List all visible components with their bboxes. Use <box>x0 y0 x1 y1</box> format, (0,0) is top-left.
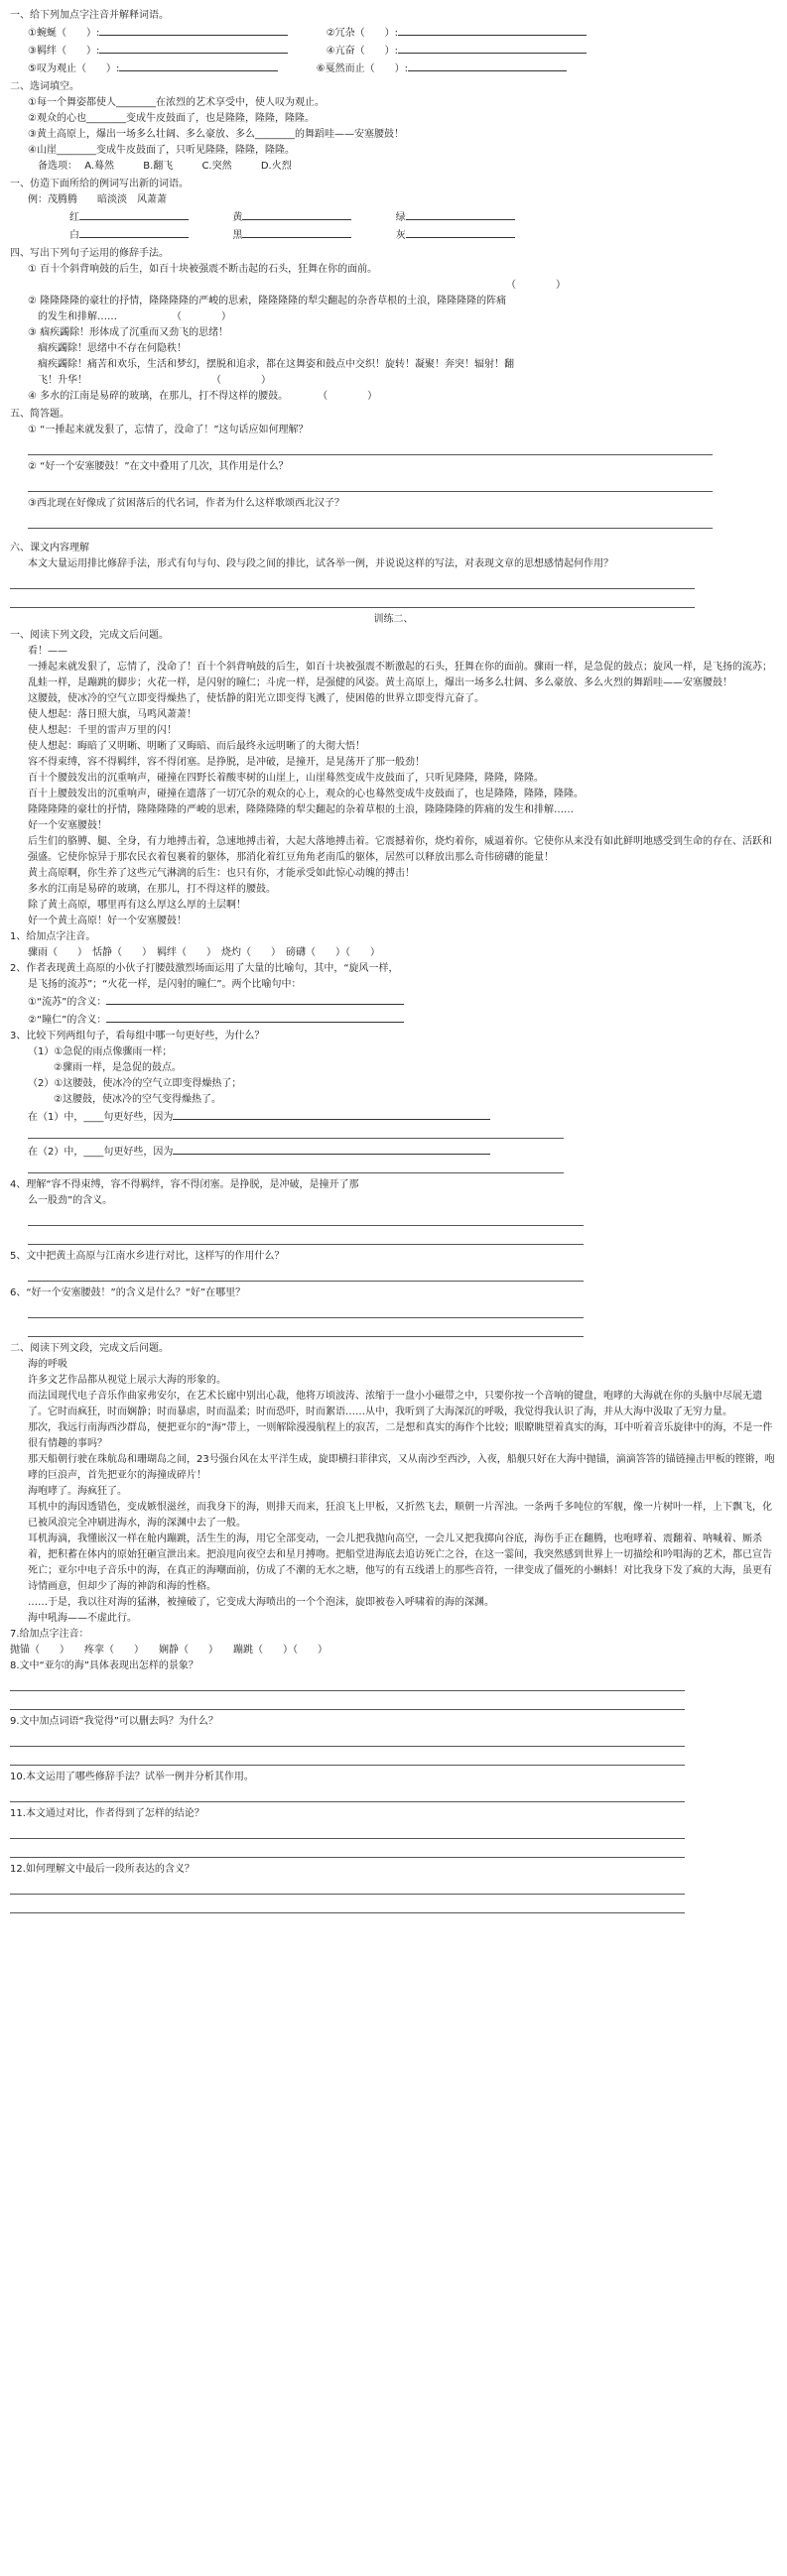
answer-blank[interactable] <box>406 226 515 238</box>
passage-para: 好一个黄土高原！好一个安塞腰鼓！ <box>28 916 187 926</box>
passage-para: 百十个腰鼓发出的沉重响声，碰撞在四野长着酸枣树的山崖上，山崖蓦然变成牛皮鼓面了，只听见隆隆，隆隆，隆隆。 <box>28 773 544 784</box>
section-3-title: 一、仿造下面所给的例词写出新的词语。 <box>10 179 189 189</box>
answer-line[interactable] <box>10 1880 685 1895</box>
passage-heading: 海的呼吸 <box>28 1359 67 1370</box>
question-text: ③黄土高原上，爆出一场多么壮阔、多么豪放、多么________的舞蹈哇——安塞腰鼓！ <box>28 129 404 140</box>
option-d: D.火烈 <box>260 161 292 172</box>
sub-question: ②骤雨一样，是急促的鼓点。 <box>54 1062 182 1073</box>
passage-para: 多水的江南是易碎的玻璃，在那儿，打不得这样的腰鼓。 <box>28 884 276 895</box>
vocab-item: ④亢奋（ ）: <box>326 46 399 57</box>
sub-question: 在（2）中，____句更好些，因为 <box>28 1147 174 1158</box>
answer-line[interactable] <box>10 1695 685 1710</box>
question-text: 1、给加点字注音。 <box>10 931 96 942</box>
question-text: ① “一捶起来就发狠了，忘情了，没命了！”这句话应如何理解？ <box>28 425 309 435</box>
vocab-item: ③羁绊（ ）: <box>28 46 100 57</box>
section-6-title: 六、课文内容理解 <box>10 543 89 553</box>
option-b: B.翻飞 <box>143 161 174 172</box>
question-text: 12.如何理解文中最后一段所表达的含义？ <box>10 1864 195 1875</box>
answer-paren[interactable]: （ ） <box>506 280 566 291</box>
sub-question: ①“流苏”的含义： <box>28 997 107 1008</box>
section-2-title: 二、选词填空。 <box>10 81 79 92</box>
answer-blank[interactable] <box>406 208 515 220</box>
sub-question: （1）①急促的雨点像骤雨一样； <box>28 1046 173 1057</box>
question-text: 11.本文通过对比，作者得到了怎样的结论？ <box>10 1808 204 1819</box>
answer-line[interactable] <box>10 1843 685 1858</box>
passage-para: 那天船朝行驶在珠航岛和珊瑚岛之间，23号强台风在太平洋生成，旋即横扫菲律宾，又从南沙至西沙，入夜，船舰只好在大海中抛锚，滴滴答答的锚链撞击甲板的铿锵，咆哮的巨浪声，首先把亚尔的海撞成碎片！ <box>28 1454 775 1481</box>
question-text: ② 隆隆隆隆的豪壮的抒情，隆隆隆隆的严峻的思索，隆隆隆隆的犁尖翻起的杂沓草根的土浪，隆隆隆隆的阵痛 <box>28 296 507 307</box>
passage-para: 那次，我远行南海西沙群岛，便把亚尔的“海”带上，一则解除漫漫航程上的寂苦，二是想和真实的海作个比较；眼瞭眺望着真实的海，耳中听着音乐旋律中的海，不是一件很有情趣的事吗？ <box>28 1422 773 1449</box>
word-prompt: 黄 <box>232 212 243 223</box>
passage-para: 一捶起来就发狠了，忘情了，没命了！百十个斜背响鼓的后生，如百十块被强震不断激起的石头，狂舞在你的面前。骤雨一样，是急促的鼓点；旋风一样，是飞扬的流苏；乱蛙一样，是蹦跳的脚步；火花一样，是闪射的瞳仁；斗虎一样，是强健的风姿。黄土高原上，爆出一场多么壮阔、多么豪放、多么火烈的舞蹈哇——安塞腰鼓！ <box>28 662 772 688</box>
word-row <box>10 226 777 244</box>
question-text: 的发生和排解…… （ ） <box>38 311 231 322</box>
vocab-row <box>10 42 777 60</box>
vocab-item: ⑤叹为观止（ ）: <box>28 63 120 74</box>
question-text: 7.给加点字注音： <box>10 1629 89 1640</box>
answer-line[interactable] <box>28 1322 584 1337</box>
answer-blank[interactable] <box>173 1108 490 1120</box>
question-text: 痼疾蠲除！痛苦和欢乐，生活和梦幻，摆脱和追求，都在这舞姿和鼓点中交织！旋转！凝聚！奔突！辐射！翻 <box>38 359 514 370</box>
answer-blank[interactable] <box>408 60 567 71</box>
answer-line[interactable] <box>28 1211 584 1226</box>
answer-line[interactable] <box>10 1824 685 1839</box>
answer-line[interactable] <box>28 1128 564 1139</box>
answer-blank[interactable] <box>106 1011 404 1023</box>
passage-para: 后生们的胳膊、腿、全身，有力地搏击着，急速地搏击着，大起大落地搏击着。它震撼着你，烧灼着你，威逼着你。它使你从来没有如此鲜明地感受到生命的存在、活跃和强盛。它使你惊异于那农民衣着包裹着的躯体，那消化着红豆角角老南瓜的躯体，居然可以释放出那么奇伟磅礴的能量！ <box>28 836 772 863</box>
section-5-title: 五、简答题。 <box>10 409 69 420</box>
answer-line[interactable] <box>10 593 695 608</box>
answer-blank[interactable] <box>398 24 587 36</box>
question-text: 是飞扬的流苏”；“火花一样，是闪射的瞳仁”。两个比喻句中： <box>28 979 302 990</box>
question-text: ① 百十个斜背响鼓的后生，如百十块被强震不断击起的石头，狂舞在你的面前。 <box>28 264 378 275</box>
sub-question: 在（1）中，____句更好些，因为 <box>28 1112 174 1123</box>
word-prompt: 红 <box>69 212 79 223</box>
answer-blank[interactable] <box>106 993 404 1005</box>
answer-line[interactable] <box>28 440 713 455</box>
option-c: C.突然 <box>201 161 232 172</box>
passage-para: 耳机中的海因透错色，变成嫉恨滋丝，而我身下的海，则排天而来，狂浪飞上甲板，又折然飞去，顺朝一片浑浊。一条两千多吨位的军舰，像一片树叶一样，上下飘飞，化已被风浪完全冲刷进海水，海的深渊中去了一般。 <box>28 1502 772 1529</box>
passage-para: 耳机海滴，我懂嵌汉一样在舱内蹦跳，活生生的海，用它全部变动，一会儿把我抛向高空，一会儿又把我掷向谷底，海伤手正在翻腾，也咆哮着、震翻着、呐喊着、厮杀着，把积蓄在体内的原始狂砸宣泄出来。把浪甩向夜空去和星月搏吻。把船堂进海底去追访死亡之谷，在这一霎间，我突然感到世界上一切描绘和吟唱海的艺术，都已宣告死亡；亚尔中电子音乐中的海，在真正的海嘲面前，仿成了不潮的无水之塘，他写的有五线谱上的那些音符，一律变成了僵死的小蝌蚪！对比我身下发了疯的大海，虽更有诗情画意，但却少了海的神韵和海的性格。 <box>28 1533 772 1592</box>
question-text: 本文大量运用排比修辞手法，形式有句与句、段与段之间的排比，试各举一例，并说说这样的写法，对表现文章的思想感情起何作用？ <box>28 558 613 569</box>
passage-para: 而法国现代电子音乐作曲家弗安尔，在艺术长廊中别出心裁，他将万顷波涛、浓缩于一盘小小磁带之中，只要你按一个音响的键盘，咆哮的大海就在你的头脑中尽展无遗了。它时而疯狂，时而娴静；时而暴虐，时而温柔；时而恐吓，时而絮语……从中，我听到了大海深沉的呼吸，我觉得我认识了海，并从大海中汲取了无穷力量。 <box>28 1391 762 1417</box>
worksheet <box>10 8 777 1917</box>
question-text: 么一股劲”的含义。 <box>28 1195 113 1206</box>
section-1-title: 一、给下列加点字注音并解释词语。 <box>10 10 169 21</box>
sub-question: （2）①这腰鼓，使冰冷的空气立即变得燥热了； <box>28 1078 242 1089</box>
passage-para: 容不得束缚，容不得羁绊，容不得闭塞。是挣脱，是冲破，是撞开，是晃荡开了那一般劲！ <box>28 757 425 768</box>
passage-para: 使人想起：千里的雷声万里的闪！ <box>28 725 177 736</box>
options-label: 备选项： <box>38 161 77 172</box>
passage-para: 海中吼海——不虚此行。 <box>28 1613 137 1624</box>
question-text: ③ 痼疾蠲除！形体成了沉重而又劲飞的思绪！ <box>28 327 229 338</box>
answer-line[interactable] <box>28 514 713 529</box>
question-text: ①每一个舞姿都使人________在浓烈的艺术享受中，使人叹为观止。 <box>28 97 325 108</box>
pinyin-items[interactable]: 抛锚（ ） 疼挛（ ） 娴静（ ） 蹦跳（ ）（ ） <box>10 1645 328 1656</box>
word-prompt: 灰 <box>395 230 406 241</box>
answer-blank[interactable] <box>79 208 189 220</box>
reading-2-title: 二、阅读下列文段，完成文后问题。 <box>10 1343 169 1354</box>
passage-para: 除了黄土高原，哪里再有这么厚这么厚的土层啊！ <box>28 900 246 911</box>
question-text: 痼疾蠲除！思绪中不存在何隐秩！ <box>38 343 187 354</box>
passage-para: 看！—— <box>28 646 67 657</box>
answer-blank[interactable] <box>242 208 351 220</box>
question-text: ④ 多水的江南是易碎的玻璃，在那儿，打不得这样的腰鼓。 （ ） <box>28 391 378 402</box>
question-text: 6、“好一个安塞腰鼓！”的含义是什么？“好”在哪里？ <box>10 1288 246 1298</box>
sub-question: ②这腰鼓，使冰冷的空气变得燥热了。 <box>54 1094 221 1105</box>
answer-blank[interactable] <box>173 1143 490 1155</box>
answer-line[interactable] <box>10 1732 685 1747</box>
passage-para: 使人想起：落日照大旗，马鸣风萧萧！ <box>28 709 197 720</box>
answer-line[interactable] <box>10 1676 685 1691</box>
question-text <box>10 1011 777 1029</box>
question-text: 4、理解“容不得束缚，容不得羁绊，容不得闭塞。是挣脱，是冲破，是撞开了那 <box>10 1179 359 1190</box>
reading-1-title: 一、阅读下列文段，完成文后问题。 <box>10 630 169 641</box>
passage-para: 使人想起：晦暗了又明晰、明晰了又晦暗、而后最终永远明晰了的大彻大悟！ <box>28 741 365 752</box>
question-text: 5、文中把黄土高原与江南水乡进行对比，这样写的作用什么？ <box>10 1251 285 1262</box>
example-line: 例：茂腾腾 暗淡淡 风萧萧 <box>28 194 167 205</box>
vocab-row <box>10 24 777 42</box>
option-a: A.蓦然 <box>84 161 115 172</box>
question-text <box>10 1108 777 1126</box>
answer-line[interactable] <box>10 1787 685 1802</box>
passage-para: ……于是，我以往对海的猛淋，被撞破了，它变成大海喷出的一个个泡沫，旋即被卷入呼啸着的海的深渊。 <box>28 1597 494 1608</box>
question-text: 飞！升华！ （ ） <box>38 375 271 386</box>
answer-line[interactable] <box>10 574 695 589</box>
answer-blank[interactable] <box>99 24 288 36</box>
answer-blank[interactable] <box>119 60 278 71</box>
question-text <box>10 993 777 1011</box>
vocab-row <box>10 60 777 77</box>
passage-para: 好一个安塞腰鼓！ <box>28 820 107 831</box>
answer-line[interactable] <box>28 1230 584 1245</box>
pinyin-items[interactable]: 骤雨（ ） 恬静（ ） 羁绊（ ） 烧灼（ ） 磅礴（ ）（ ） <box>28 947 380 958</box>
question-text: ③西北现在好像成了贫困落后的代名词，作者为什么这样歌颂西北汉子？ <box>28 498 344 509</box>
vocab-item: ②冗杂（ ）: <box>326 28 399 39</box>
vocab-item: ⑥戛然而止（ ）: <box>316 63 409 74</box>
section-4-title: 四、写出下列句子运用的修辞手法。 <box>10 248 169 259</box>
question-text: 9.文中加点词语“我觉得”可以删去吗？为什么？ <box>10 1716 218 1727</box>
word-prompt: 黑 <box>232 230 243 241</box>
vocab-item: ①蜿蜒（ ）: <box>28 28 100 39</box>
question-text: 2、作者表现黄土高原的小伙子打腰鼓激烈场面运用了大量的比喻句，其中，“旋风一样， <box>10 963 399 974</box>
question-text: 3、比较下列两组句子，看每组中哪一句更好些，为什么？ <box>10 1031 265 1042</box>
word-prompt: 绿 <box>395 212 406 223</box>
passage-para: 百十上腰鼓发出的沉重响声，碰撞在遗落了一切冗杂的观众的心上，观众的心也蓦然变成牛皮鼓面了，也是隆隆，隆隆，隆隆。 <box>28 789 584 799</box>
answer-line[interactable] <box>28 1267 584 1282</box>
question-text: ②观众的心也________变成牛皮鼓面了，也是隆隆，隆隆，隆隆。 <box>28 113 315 124</box>
answer-line[interactable] <box>28 1163 564 1173</box>
answer-line[interactable] <box>28 1303 584 1318</box>
question-text: ④山崖________变成牛皮鼓面了，只听见隆隆，隆隆，隆隆。 <box>28 145 295 156</box>
answer-blank[interactable] <box>398 42 587 54</box>
question-text: ② “好一个安塞腰鼓！”在文中叠用了几次，其作用是什么？ <box>28 461 289 472</box>
sub-question: ②“瞳仁”的含义： <box>28 1015 107 1026</box>
passage-para: 隆隆隆隆的豪壮的抒情，隆隆隆隆的严峻的思索，隆隆隆隆的犁尖翻起的杂着草根的土浪，隆隆隆隆的阵痛的发生和排解…… <box>28 804 574 815</box>
passage-para: 海咆哮了。海疯狂了。 <box>28 1486 127 1497</box>
answer-line[interactable] <box>10 1899 685 1913</box>
answer-blank[interactable] <box>79 226 189 238</box>
answer-line[interactable] <box>10 1751 685 1766</box>
word-row <box>10 208 777 226</box>
question-text: 8.文中“亚尔的海”具体表现出怎样的景象？ <box>10 1660 198 1671</box>
training-title: 训练二、 <box>373 614 414 625</box>
answer-blank[interactable] <box>99 42 288 54</box>
passage-para: 黄土高原啊，你生养了这些元气淋漓的后生：也只有你，才能承受如此惊心动魄的搏击！ <box>28 868 415 879</box>
options-row <box>10 159 777 175</box>
word-prompt: 白 <box>69 230 79 241</box>
passage-para: 许多文艺作品都从视觉上展示大海的形象的。 <box>28 1375 226 1386</box>
question-text <box>10 1143 777 1161</box>
passage-para: 这腰鼓，使冰冷的空气立即变得燥热了，使恬静的阳光立即变得飞溅了，使困倦的世界立即变得亢奋了。 <box>28 693 484 704</box>
answer-blank[interactable] <box>242 226 351 238</box>
answer-line[interactable] <box>28 477 713 492</box>
question-text: 10.本文运用了哪些修辞手法？试举一例并分析其作用。 <box>10 1772 254 1782</box>
